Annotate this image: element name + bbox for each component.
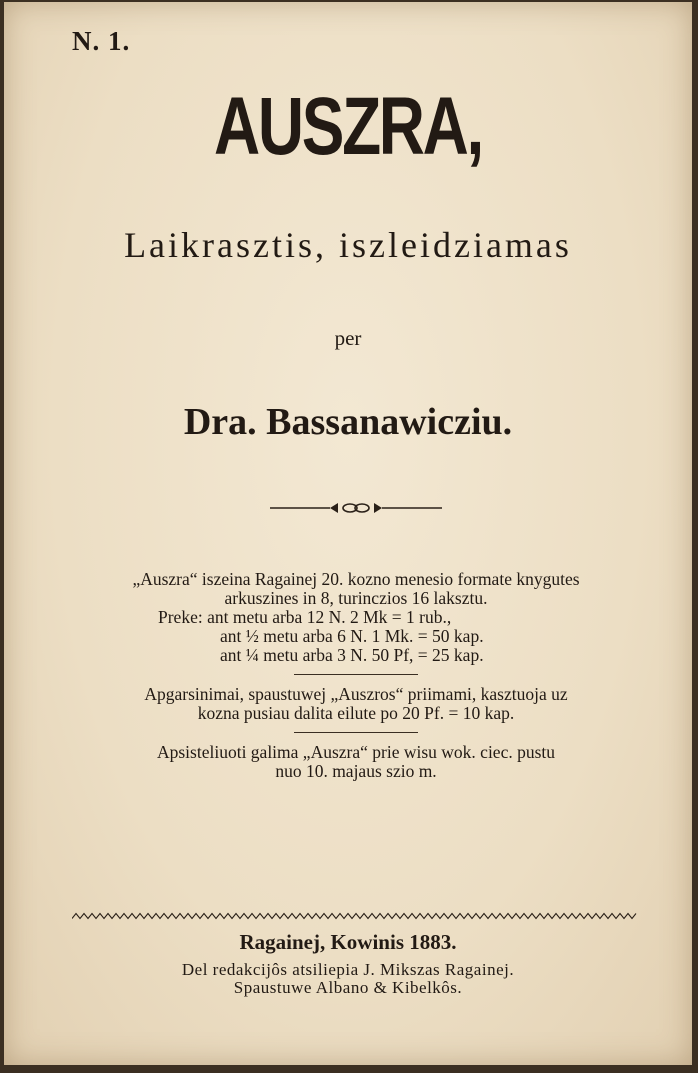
info-line: arkuszines in 8, turinczios 16 laksztu. [224, 588, 488, 608]
editor-line: Del redakcijôs atsiliepia J. Mikszas Ragainej. [181, 960, 515, 979]
newspaper-title: AUSZRA, [214, 81, 482, 172]
wavy-rule-icon [72, 911, 638, 921]
title-page [4, 2, 692, 1065]
ornament-divider-icon [270, 500, 442, 516]
ads-line: kozna pusiau dalita eilute po 20 Pf. = 10 kap. [197, 703, 515, 723]
section-divider [294, 674, 418, 675]
order-line: Apsisteliuoti galima „Auszra“ prie wisu wok. ciec. pustu [156, 742, 556, 762]
newspaper-subtitle: Laikrasztis, iszleidziamas [124, 225, 572, 265]
price-line: ant ¼ metu arba 3 N. 50 Pf, = 25 kap. [220, 645, 484, 665]
ads-line: Apgarsinimai, spaustuwej „Auszros“ priimami, kasztuoja uz [144, 684, 568, 704]
order-line: nuo 10. majaus szio m. [275, 761, 437, 781]
place-date: Ragainej, Kowinis 1883. [239, 930, 457, 954]
subscription-info [94, 570, 618, 781]
info-line: „Auszra“ iszeina Ragainej 20. kozno menesio formate knygutes [132, 569, 580, 589]
price-line: Preke: ant metu arba 12 N. 2 Mk = 1 rub., [158, 607, 452, 627]
printer-line: Spaustuwe Albano & Kibelkôs. [233, 978, 463, 997]
per-word: per [334, 326, 362, 350]
section-divider [294, 732, 418, 733]
price-line: ant ½ metu arba 6 N. 1 Mk. = 50 kap. [220, 626, 484, 646]
author-name: Dra. Bassanawicziu. [183, 401, 513, 443]
issue-number: N. 1. [72, 26, 131, 56]
